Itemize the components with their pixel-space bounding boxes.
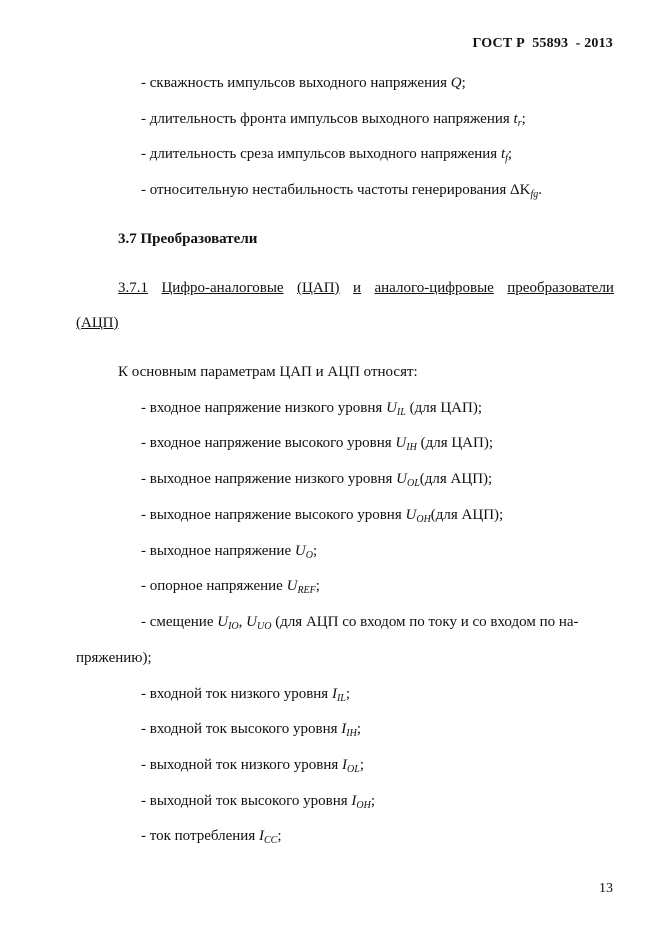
subsection-title [118, 278, 614, 298]
subsection-title-continuation: (АЦП) [76, 315, 119, 331]
list-item: - входной ток высокого уровня $I_{IH}$; [141, 721, 362, 739]
intro-paragraph: К основным параметрам ЦАП и АЦП относят: [118, 364, 418, 380]
list-item: - длительность среза импульсов выходного напряжения $t_f$; [141, 146, 513, 164]
subsection-word: 3.7.1 [118, 280, 148, 296]
subsection-word: аналого-цифровые [374, 280, 494, 296]
list-item: - входное напряжение низкого уровня $U_{IL}$ (для ЦАП); [141, 400, 482, 418]
list-item: - выходной ток низкого уровня $I_{OL}$; [141, 757, 364, 775]
list-item: - скважность импульсов выходного напряжения Q; [141, 75, 466, 91]
subsection-word: (ЦАП) [297, 280, 340, 296]
list-item: - выходное напряжение низкого уровня $U_{OL}(для$ АЦП); [141, 471, 493, 489]
document-header: ГОСТ Р 55893 - 2013 [472, 36, 613, 51]
list-item: - опорное напряжение $U_{REF}$; [141, 578, 320, 596]
list-item: - входной ток низкого уровня $I_{IL}$; [141, 686, 351, 704]
list-item: - выходное напряжение $U_O$; [141, 543, 318, 561]
list-item: - относительную нестабильность частоты генерирования $\Delta K_{fg}$. [141, 182, 542, 200]
subsection-word: Цифро-аналоговые [161, 280, 284, 296]
page-number: 13 [599, 881, 613, 896]
list-item: - длительность фронта импульсов выходного напряжения $t_r$; [141, 111, 526, 129]
list-item: - выходной ток высокого уровня $I_{OH}$; [141, 793, 375, 811]
subsection-word: и [353, 280, 362, 296]
list-item: - смещение $U_{IO}$, $U_{UO}$ (для АЦП со входом по току и со входом по на- [141, 614, 579, 632]
subsection-word: преобразователи [507, 280, 614, 296]
list-item-continuation: пряжению); [76, 650, 152, 666]
list-item: - ток потребления $I_{CC}$; [141, 828, 282, 846]
list-item: - выходное напряжение высокого уровня $U_{OH}(для$ АЦП); [141, 507, 504, 525]
section-title: 3.7 Преобразователи [118, 231, 258, 247]
list-item: - входное напряжение высокого уровня $U_{IH}$ (для ЦАП); [141, 435, 493, 453]
